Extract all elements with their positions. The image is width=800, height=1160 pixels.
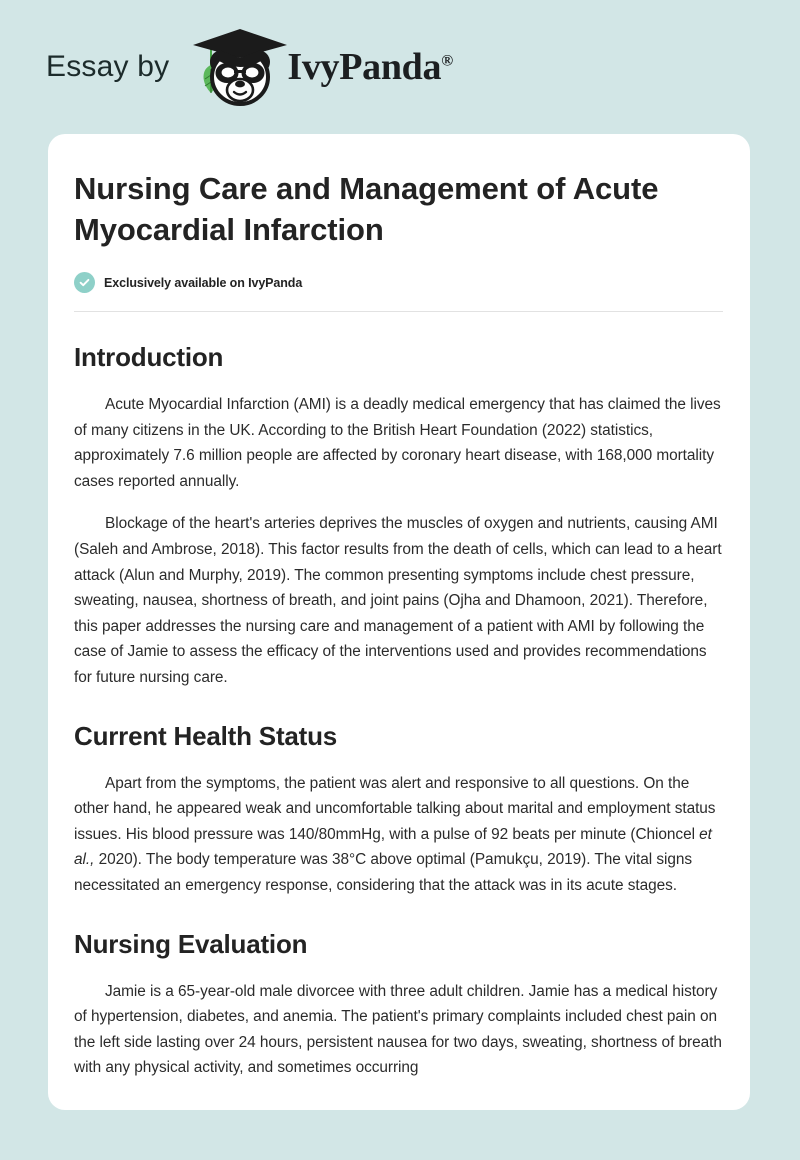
- brand-header: [0, 0, 800, 134]
- paper-title-block: [48, 134, 750, 312]
- essay-paper-card: [48, 134, 750, 1110]
- paragraph-text-part: Apart from the symptoms, the patient was alert and responsive to all questions. On the other hand, he appeared weak and uncomfortable talking about marital and employment status issues. His blood pressure was 140/80mmHg, with a pulse of 92 beats per minute (Chioncel: [74, 774, 716, 843]
- essay-body: [48, 342, 750, 1081]
- ivypanda-logo[interactable]: [187, 25, 453, 109]
- panda-graduate-logo-icon: [187, 25, 293, 109]
- paragraph: Blockage of the heart's arteries deprives the muscles of oxygen and nutrients, causing AMI (Saleh and Ambrose, 2018). This factor results from the death of cells, which can lead to a heart attack (Alun and Murphy, 2019). The common presenting symptoms include chest pressure, sweating, nausea, shortness of breath, and joint pains (Ojha and Dhamoon, 2021). Therefore, this paper addresses the nursing care and management of a patient with AMI by following the case of Jamie to assess the efficacy of the interventions used and provides recommendations for future nursing care.: [74, 515, 722, 686]
- exclusive-availability-badge: [74, 272, 723, 293]
- brand-name-text: IvyPanda: [287, 46, 442, 88]
- title-divider: [74, 311, 723, 312]
- section-heading-nursing-evaluation: Nursing Evaluation: [74, 928, 308, 959]
- paragraph: Jamie is a 65-year-old male divorcee with three adult children. Jamie has a medical history of hypertension, diabetes, and anemia. The patient's primary complaints included chest pain on the left side lasting over 24 hours, persistent nausea for two days, sweating, shortness of breath with any physical activity, and sometimes occurring: [74, 982, 722, 1077]
- essay-by-label: Essay by: [46, 50, 170, 83]
- paragraph-text-part: 2020). The body temperature was 38°C above optimal (Pamukçu, 2019). The vital signs necessitated an emergency response, considering that the attack was in its acute stages.: [74, 851, 693, 894]
- paragraph: Acute Myocardial Infarction (AMI) is a deadly medical emergency that has claimed the lives of many citizens in the UK. According to the British Heart Foundation (2022) statistics, approximately 7.6 million people are affected by coronary heart disease, with 168,000 mortality cases reported annually.: [74, 396, 721, 490]
- registered-mark: ®: [441, 52, 453, 70]
- brand-wordmark: [287, 48, 453, 86]
- section-heading-introduction: Introduction: [74, 342, 224, 372]
- check-circle-icon: [74, 272, 95, 293]
- citation-et-al: et al.,: [74, 825, 712, 869]
- page-title: Nursing Care and Management of Acute Myocardial Infarction: [74, 171, 659, 247]
- section-heading-current-health-status: Current Health Status: [74, 720, 338, 751]
- exclusive-badge-label: Exclusively available on IvyPanda: [104, 275, 303, 290]
- paragraph: [74, 771, 723, 899]
